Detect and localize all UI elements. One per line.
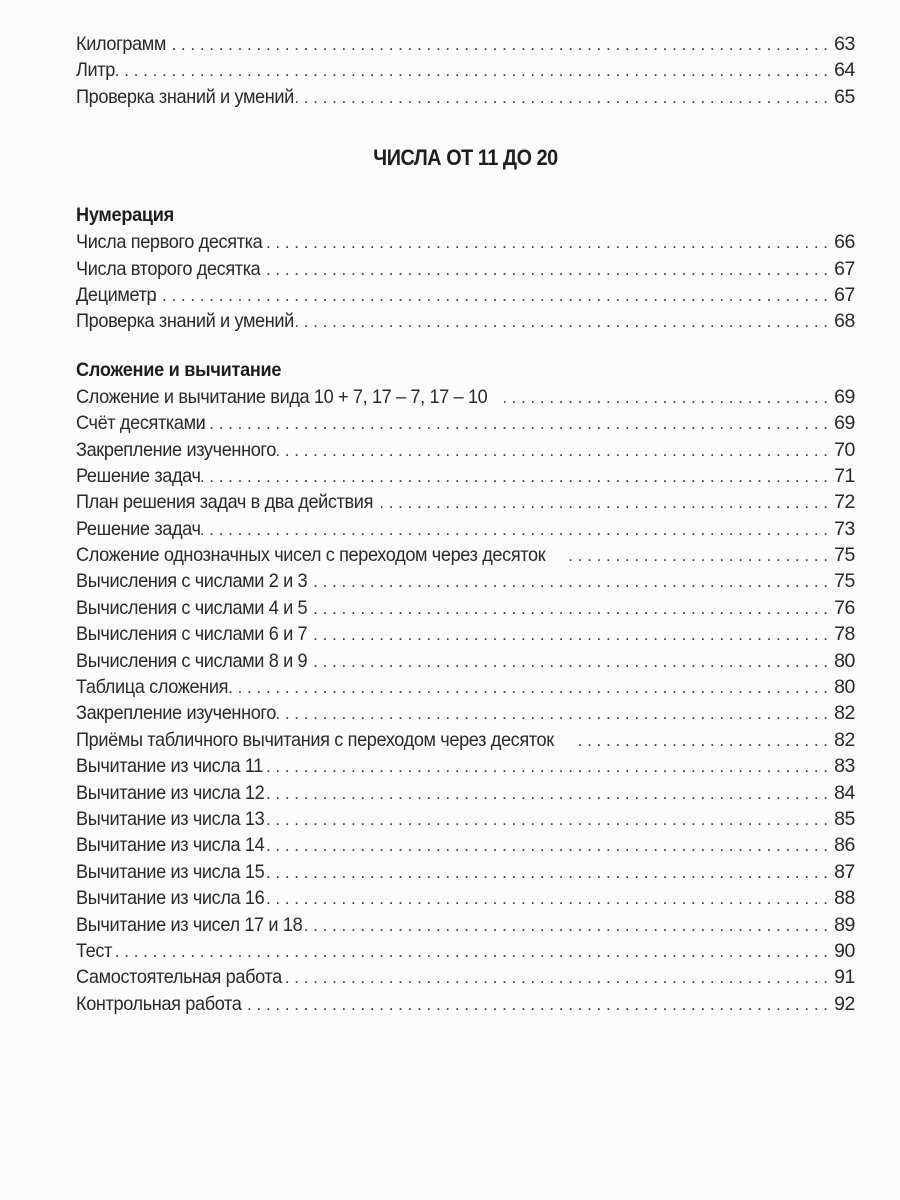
- dot-leader: [265, 886, 828, 911]
- toc-entry-title: Закрепление изученного: [76, 702, 276, 725]
- toc-entry-title: Счёт десятками: [76, 412, 206, 435]
- toc-entry-page: 82: [834, 728, 855, 751]
- toc-entry-page: 63: [834, 33, 855, 55]
- toc-entry-title: Решение задач: [76, 464, 201, 487]
- toc-entry-page: 86: [834, 834, 855, 857]
- toc-entry-title: План решения задач в два действия: [76, 491, 374, 514]
- toc-entry[interactable]: [76, 674, 855, 700]
- dot-leader: [159, 32, 828, 57]
- toc-entry-title: Числа первого десятка: [76, 231, 263, 254]
- dot-leader: [201, 411, 828, 436]
- toc-entry-page: 89: [834, 913, 855, 936]
- dot-leader: [240, 992, 828, 1017]
- toc-entry[interactable]: [76, 727, 855, 753]
- toc-entry[interactable]: [76, 621, 855, 647]
- dot-leader: [196, 517, 828, 542]
- toc-entry-title: Вычитание из числа 14: [76, 834, 265, 857]
- toc-entry-page: 82: [834, 702, 855, 725]
- toc-entry[interactable]: [76, 516, 855, 542]
- toc-entry-page: 75: [834, 570, 855, 593]
- toc-section-numeration: [76, 201, 855, 335]
- dot-leader: [277, 438, 828, 463]
- toc-entry-page: 92: [834, 992, 855, 1015]
- toc-entry-page: 67: [834, 283, 855, 306]
- toc-entry[interactable]: [76, 229, 855, 255]
- toc-entry-page: 70: [834, 438, 855, 461]
- toc-entry-title: Вычисления с числами 4 и 5: [76, 596, 308, 619]
- toc-entry[interactable]: [76, 463, 855, 489]
- toc-entry[interactable]: [76, 308, 855, 334]
- dot-leader: [260, 257, 828, 282]
- dot-leader: [305, 913, 828, 938]
- toc-entry-page: 84: [834, 781, 855, 804]
- dot-leader: [311, 649, 828, 674]
- toc-entry-page: 85: [834, 807, 855, 830]
- toc-entry-title: Вычитание из числа 15: [76, 860, 265, 883]
- toc-entry-title: Вычисления с числами 6 и 7: [76, 623, 308, 646]
- toc-entry[interactable]: [76, 384, 855, 410]
- toc-entry-title: Сложение однозначных чисел с переходом через десяток: [76, 544, 546, 567]
- toc-entry[interactable]: [76, 568, 855, 594]
- dot-leader: [148, 283, 828, 308]
- toc-entry-page: 76: [834, 596, 855, 619]
- dot-leader: [311, 622, 828, 647]
- toc-entry-page: 80: [834, 676, 855, 699]
- dot-leader: [262, 230, 828, 255]
- toc-entry-page: 69: [834, 385, 855, 408]
- toc-entry[interactable]: [76, 31, 855, 57]
- toc-entry-page: 73: [834, 517, 855, 540]
- toc-entry[interactable]: [76, 938, 855, 964]
- toc-entry[interactable]: [76, 57, 855, 83]
- toc-entry[interactable]: [76, 964, 855, 990]
- toc-entry-title: Самостоятельная работа: [76, 966, 282, 989]
- toc-entry-page: 69: [834, 412, 855, 435]
- toc-entry[interactable]: [76, 991, 855, 1017]
- toc-entry-title: Таблица сложения: [76, 676, 229, 699]
- dot-leader: [196, 464, 828, 489]
- toc-entry-page: 65: [834, 85, 855, 108]
- toc-entry-title: Проверка знаний и умений: [76, 310, 294, 333]
- table-of-contents: [76, 31, 855, 1017]
- dot-leader: [576, 728, 828, 753]
- toc-top-entries: [76, 31, 855, 110]
- dot-leader: [311, 596, 828, 621]
- dot-leader: [277, 701, 828, 726]
- toc-entry[interactable]: [76, 489, 855, 515]
- dot-leader: [265, 860, 828, 885]
- toc-entry-page: 72: [834, 491, 855, 514]
- toc-entry-page: 80: [834, 649, 855, 672]
- toc-entry-page: 71: [834, 464, 855, 487]
- toc-entry-title: Вычитание из числа 16: [76, 887, 265, 910]
- toc-entry-page: 90: [834, 939, 855, 962]
- dot-leader: [226, 675, 828, 700]
- toc-entry-title: Приёмы табличного вычитания с переходом через десяток: [76, 728, 554, 751]
- toc-entry-page: 87: [834, 860, 855, 883]
- dot-leader: [265, 833, 828, 858]
- toc-entry[interactable]: [76, 859, 855, 885]
- toc-entry[interactable]: [76, 885, 855, 911]
- toc-section-addition-subtraction: [76, 356, 855, 1017]
- dot-leader: [265, 807, 828, 832]
- toc-entry[interactable]: [76, 437, 855, 463]
- dot-leader: [567, 543, 828, 568]
- toc-entry-title: Закрепление изученного: [76, 438, 276, 461]
- toc-entry-page: 64: [834, 59, 855, 82]
- dot-leader: [504, 385, 828, 410]
- toc-entry-title: Вычитание из числа 12: [76, 781, 265, 804]
- toc-entry-title: Вычитание из числа 11: [76, 755, 264, 778]
- section-title: Сложение и вычитание: [76, 358, 282, 381]
- toc-entry-title: Проверка знаний и умений: [76, 85, 294, 108]
- toc-entry[interactable]: [76, 753, 855, 779]
- toc-entry-title: Вычисления с числами 2 и 3: [76, 570, 308, 593]
- dot-leader: [283, 965, 828, 990]
- toc-entry-title: Килограмм: [76, 33, 166, 55]
- dot-leader: [263, 754, 828, 779]
- toc-entry-page: 91: [834, 966, 855, 989]
- toc-entry-title: Сложение и вычитание вида 10 + 7, 17 – 7, 17 – 10: [76, 385, 488, 408]
- toc-entry-page: 75: [834, 544, 855, 567]
- toc-entry[interactable]: [76, 912, 855, 938]
- toc-entry-page: 67: [834, 257, 855, 280]
- toc-entry-page: 88: [834, 887, 855, 910]
- toc-entry-title: Числа второго десятка: [76, 257, 261, 280]
- section-spacer: [76, 335, 855, 356]
- dot-leader: [296, 85, 828, 110]
- dot-leader: [265, 781, 828, 806]
- toc-entry[interactable]: [76, 542, 855, 568]
- toc-entry-page: 78: [834, 623, 855, 646]
- dot-leader: [104, 58, 828, 83]
- toc-entry-title: Литр: [76, 59, 115, 82]
- toc-entry[interactable]: [76, 282, 855, 308]
- dot-leader: [311, 569, 828, 594]
- toc-entry-title: Вычитание из числа 13: [76, 807, 265, 830]
- toc-entry-title: Вычисления с числами 8 и 9: [76, 649, 308, 672]
- toc-entry[interactable]: [76, 780, 855, 806]
- toc-entry[interactable]: [76, 595, 855, 621]
- toc-entry[interactable]: [76, 410, 855, 436]
- toc-entry[interactable]: [76, 832, 855, 858]
- toc-entry[interactable]: [76, 700, 855, 726]
- toc-entry-title: Решение задач: [76, 517, 201, 540]
- part-title: ЧИСЛА ОТ 11 ДО 20: [373, 145, 558, 171]
- toc-entry-page: 66: [834, 231, 855, 254]
- toc-entry[interactable]: [76, 648, 855, 674]
- toc-entry[interactable]: [76, 256, 855, 282]
- toc-entry-title: Дециметр: [76, 283, 157, 306]
- toc-entry[interactable]: [76, 806, 855, 832]
- dot-leader: [101, 939, 828, 964]
- dot-leader: [296, 309, 828, 334]
- toc-entry-page: 83: [834, 755, 855, 778]
- section-title: Нумерация: [76, 204, 174, 227]
- toc-entry-page: 68: [834, 310, 855, 333]
- toc-entry-title: Вычитание из чисел 17 и 18: [76, 913, 303, 936]
- toc-entry-title: Контрольная работа: [76, 992, 242, 1015]
- toc-entry-title: Тест: [76, 939, 113, 962]
- dot-leader: [381, 490, 828, 515]
- toc-entry[interactable]: [76, 84, 855, 110]
